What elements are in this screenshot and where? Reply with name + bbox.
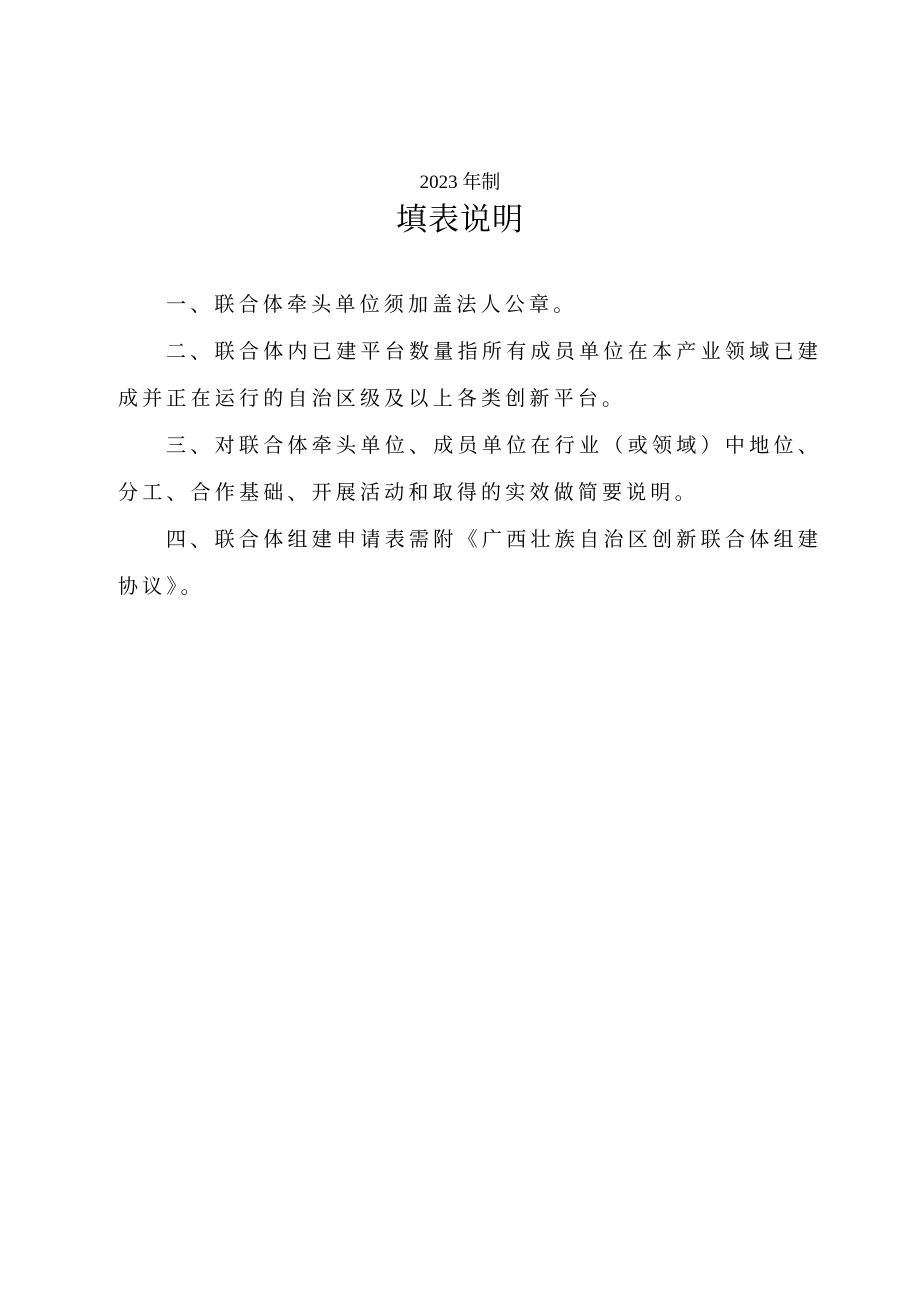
instruction-item-1: 一、联合体牵头单位须加盖法人公章。 <box>166 292 578 316</box>
instruction-item-3: 三、对联合体牵头单位、成员单位在行业（或领域）中地位、分工、合作基础、开展活动和取得的实效做简要说明。 <box>118 433 822 504</box>
instructions-list <box>118 281 822 610</box>
instruction-item-2: 二、联合体内已建平台数量指所有成员单位在本产业领域已建成并正在运行的自治区级及以上各类创新平台。 <box>118 339 822 410</box>
year-note: 2023 年制 <box>419 172 501 193</box>
instruction-item-4: 四、联合体组建申请表需附《广西壮族自治区创新联合体组建协议》。 <box>118 527 822 598</box>
page-title: 填表说明 <box>396 202 524 238</box>
